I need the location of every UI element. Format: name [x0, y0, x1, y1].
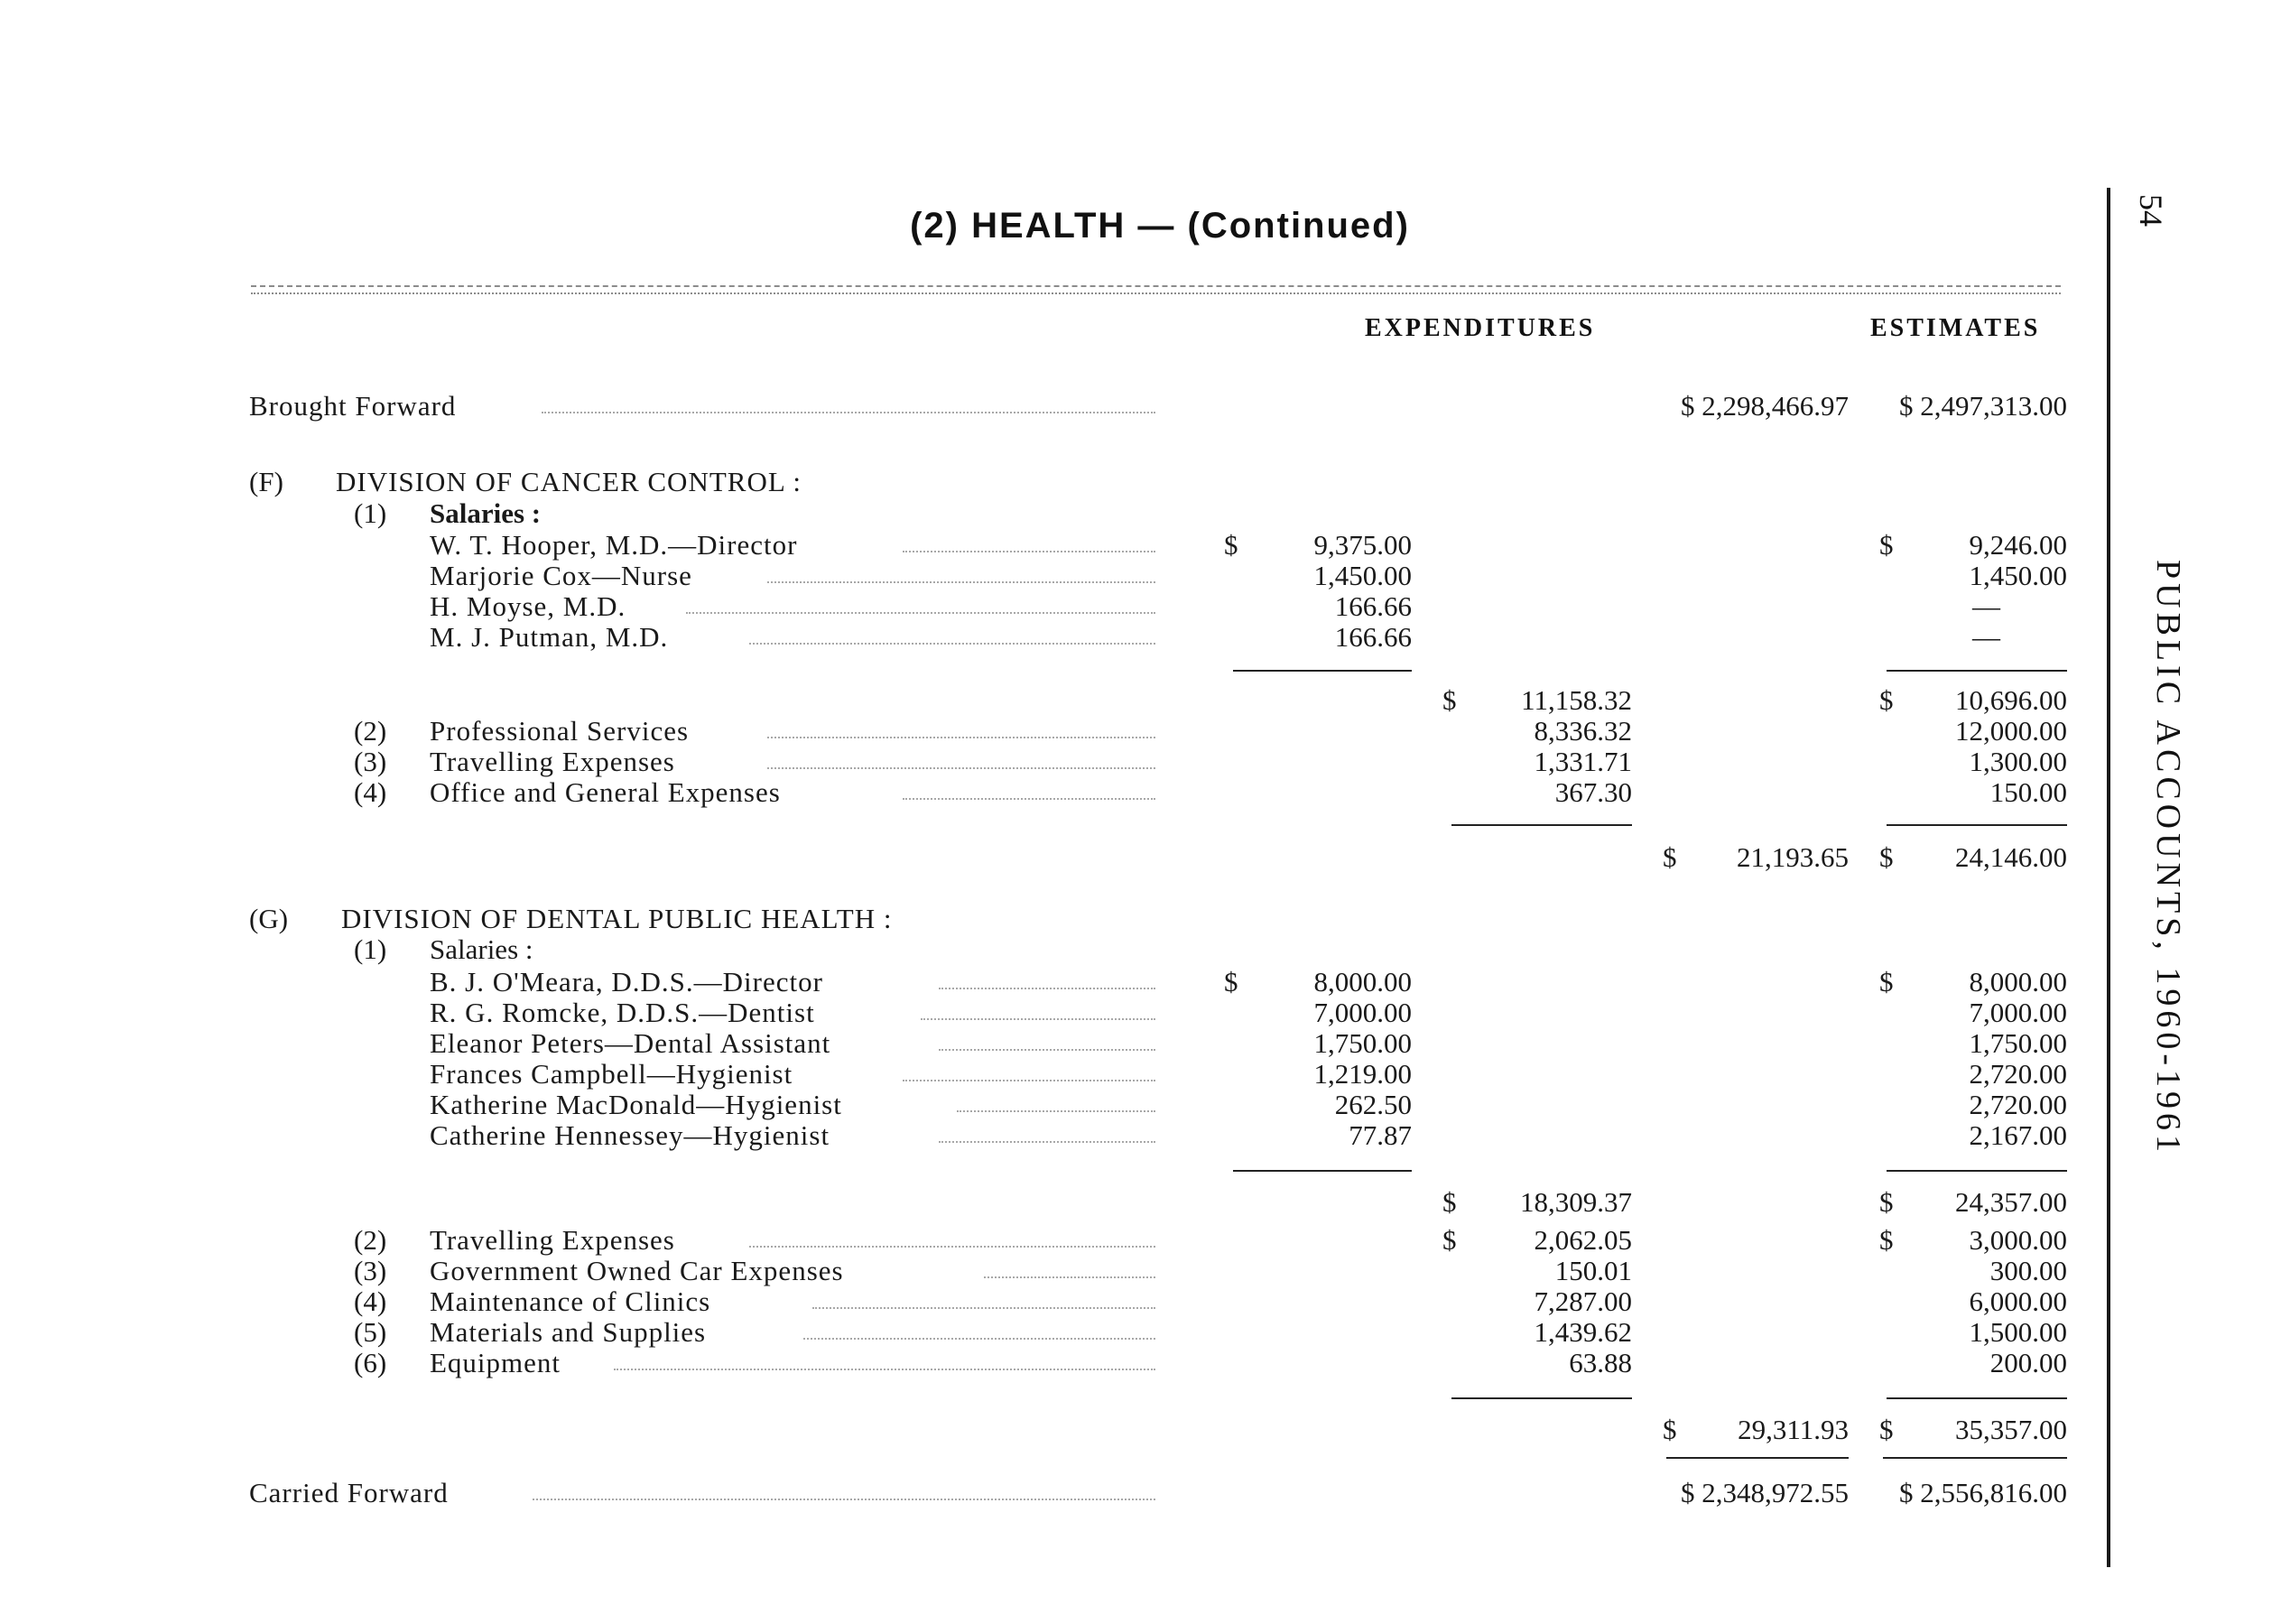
dollar-sign: $: [1442, 684, 1457, 716]
salary-name: R. G. Romcke, D.D.S.—Dentist: [430, 997, 815, 1028]
salaries-heading: [0, 933, 2281, 966]
salary-row: [0, 1119, 2281, 1152]
dot-leader: [542, 412, 1155, 413]
item-estimate: 1,500.00: [1969, 1316, 2067, 1348]
salaries-label: Salaries :: [430, 497, 542, 529]
dot-leader: [803, 1338, 1155, 1340]
dollar-sign: $: [1224, 966, 1238, 998]
dollar-sign: $: [1879, 966, 1894, 998]
item-code: (5): [354, 1316, 387, 1348]
dot-leader: [939, 1049, 1155, 1051]
salary-amount: 77.87: [1349, 1119, 1412, 1151]
item-name: Office and General Expenses: [430, 776, 781, 808]
subtotal-rule: [1233, 670, 1412, 672]
subtotal-rule: [1887, 824, 2067, 826]
item-amount: 63.88: [1569, 1347, 1632, 1378]
carried-forward-row: [0, 1477, 2281, 1509]
item-name: Equipment: [430, 1347, 561, 1378]
item-amount: 150.01: [1554, 1255, 1632, 1286]
item-amount: 1,331.71: [1534, 746, 1632, 777]
salary-amount: 166.66: [1334, 621, 1412, 653]
salary-estimate: 9,246.00: [1969, 529, 2067, 561]
salary-row: [0, 560, 2281, 592]
salary-amount: 1,750.00: [1313, 1027, 1412, 1059]
item-estimate: 3,000.00: [1969, 1224, 2067, 1256]
division-estimate: 24,146.00: [1955, 841, 2067, 873]
salary-estimate: —: [1972, 590, 2000, 622]
side-title: PUBLIC ACCOUNTS, 1960-1961: [2149, 560, 2187, 1156]
expense-row: [0, 715, 2281, 747]
salary-row: [0, 1058, 2281, 1090]
dot-leader: [921, 1018, 1155, 1020]
item-amount: 2,062.05: [1534, 1224, 1632, 1256]
dollar-sign: $: [1442, 1186, 1457, 1218]
estimates-header: ESTIMATES: [1870, 314, 2041, 342]
item-code: (3): [354, 746, 387, 777]
salary-name: Marjorie Cox—Nurse: [430, 560, 692, 591]
division-total-row: [0, 841, 2281, 874]
item-code: (6): [354, 1347, 387, 1378]
dot-leader: [903, 798, 1155, 800]
salary-name: B. J. O'Meara, D.D.S.—Director: [430, 966, 823, 998]
item-estimate: 150.00: [1989, 776, 2067, 808]
item-code: (3): [354, 1255, 387, 1286]
item-name: Materials and Supplies: [430, 1316, 707, 1348]
division-code: (F): [249, 466, 283, 497]
salary-amount: 1,450.00: [1313, 560, 1412, 591]
salary-amount: 1,219.00: [1313, 1058, 1412, 1090]
dot-leader: [903, 551, 1155, 552]
expense-row: [0, 1316, 2281, 1349]
dollar-sign: $: [1879, 1224, 1894, 1256]
item-code: (1): [354, 933, 387, 965]
salary-amount: 9,375.00: [1313, 529, 1412, 561]
item-code: (4): [354, 776, 387, 808]
salary-amount: 7,000.00: [1313, 997, 1412, 1028]
division-heading: [0, 903, 2281, 935]
division-title: DIVISION OF CANCER CONTROL :: [336, 466, 802, 497]
dot-leader: [767, 767, 1155, 769]
expense-row: [0, 1255, 2281, 1287]
salaries-label: Salaries :: [430, 933, 533, 965]
salary-estimate: 1,750.00: [1969, 1027, 2067, 1059]
salary-amount: 8,000.00: [1313, 966, 1412, 998]
salary-name: M. J. Putman, M.D.: [430, 621, 669, 653]
item-estimate: 300.00: [1989, 1255, 2067, 1286]
dot-leader: [767, 581, 1155, 583]
total-rule: [1883, 1457, 2067, 1459]
salary-row: [0, 621, 2281, 654]
header-rule: [251, 285, 2061, 287]
division-title: DIVISION OF DENTAL PUBLIC HEALTH :: [341, 903, 893, 934]
item-estimate: 12,000.00: [1955, 715, 2067, 747]
salary-row: [0, 997, 2281, 1029]
salary-row: [0, 1027, 2281, 1060]
salaries-total-row: [0, 684, 2281, 717]
division-total: 21,193.65: [1737, 841, 1849, 873]
salary-estimate: 2,720.00: [1969, 1089, 2067, 1120]
salaries-estimate: 24,357.00: [1955, 1186, 2067, 1218]
item-name: Travelling Expenses: [430, 1224, 675, 1256]
salary-estimate: 2,167.00: [1969, 1119, 2067, 1151]
dot-leader: [533, 1499, 1155, 1500]
expenditures-header: EXPENDITURES: [1365, 314, 1596, 342]
brought-forward-estimate: $ 2,497,313.00: [1899, 390, 2067, 422]
salaries-heading: [0, 497, 2281, 530]
salary-row: [0, 966, 2281, 998]
expense-row: [0, 746, 2281, 778]
expense-row: [0, 1285, 2281, 1318]
salary-estimate: 2,720.00: [1969, 1058, 2067, 1090]
subtotal-rule: [1887, 1397, 2067, 1399]
salary-name: Katherine MacDonald—Hygienist: [430, 1089, 842, 1120]
item-estimate: 6,000.00: [1969, 1285, 2067, 1317]
salary-estimate: 8,000.00: [1969, 966, 2067, 998]
dollar-sign: $: [1879, 841, 1894, 873]
dot-leader: [749, 1246, 1155, 1248]
division-total-row: [0, 1414, 2281, 1446]
page-number: 54: [2133, 194, 2169, 227]
salary-row: [0, 590, 2281, 623]
item-name: Government Owned Car Expenses: [430, 1255, 844, 1286]
carried-forward-estimate: $ 2,556,816.00: [1899, 1477, 2067, 1508]
subtotal-rule: [1887, 1170, 2067, 1172]
salaries-total: 18,309.37: [1520, 1186, 1632, 1218]
salary-name: W. T. Hooper, M.D.—Director: [430, 529, 798, 561]
salaries-total-row: [0, 1186, 2281, 1219]
dollar-sign: $: [1224, 529, 1238, 561]
dot-leader: [939, 988, 1155, 989]
expense-row: [0, 1224, 2281, 1257]
item-name: Maintenance of Clinics: [430, 1285, 711, 1317]
division-code: (G): [249, 903, 289, 934]
salaries-total: 11,158.32: [1521, 684, 1632, 716]
salary-name: Frances Campbell—Hygienist: [430, 1058, 793, 1090]
dollar-sign: $: [1442, 1224, 1457, 1256]
division-total: 29,311.93: [1738, 1414, 1849, 1445]
subtotal-rule: [1451, 1397, 1632, 1399]
dot-leader: [939, 1141, 1155, 1143]
subtotal-rule: [1887, 670, 2067, 672]
carried-forward-total: $ 2,348,972.55: [1681, 1477, 1849, 1508]
dollar-sign: $: [1663, 841, 1677, 873]
item-name: Professional Services: [430, 715, 690, 747]
subtotal-rule: [1451, 824, 1632, 826]
dollar-sign: $: [1663, 1414, 1677, 1445]
dollar-sign: $: [1879, 529, 1894, 561]
dollar-sign: $: [1879, 1414, 1894, 1445]
dot-leader: [903, 1080, 1155, 1081]
header-rule: [251, 292, 2061, 294]
salary-estimate: —: [1972, 621, 2000, 653]
item-amount: 367.30: [1554, 776, 1632, 808]
dot-leader: [984, 1276, 1155, 1278]
item-code: (2): [354, 715, 387, 747]
salary-name: Eleanor Peters—Dental Assistant: [430, 1027, 831, 1059]
salary-estimate: 1,450.00: [1969, 560, 2067, 591]
dot-leader: [614, 1369, 1155, 1370]
item-code: (1): [354, 497, 387, 529]
salary-row: [0, 1089, 2281, 1121]
item-amount: 8,336.32: [1534, 715, 1632, 747]
dot-leader: [767, 737, 1155, 738]
item-amount: 1,439.62: [1534, 1316, 1632, 1348]
total-rule: [1666, 1457, 1849, 1459]
item-amount: 7,287.00: [1534, 1285, 1632, 1317]
dot-leader: [957, 1110, 1155, 1112]
item-estimate: 200.00: [1989, 1347, 2067, 1378]
brought-forward-total: $ 2,298,466.97: [1681, 390, 1849, 422]
dot-leader: [812, 1307, 1155, 1309]
brought-forward-row: [0, 390, 2281, 422]
division-heading: [0, 466, 2281, 498]
carried-forward-label: Carried Forward: [249, 1477, 449, 1508]
salary-name: Catherine Hennessey—Hygienist: [430, 1119, 830, 1151]
item-code: (2): [354, 1224, 387, 1256]
item-name: Travelling Expenses: [430, 746, 675, 777]
dot-leader: [749, 643, 1155, 645]
salary-amount: 262.50: [1334, 1089, 1412, 1120]
page-title: (2) HEALTH — (Continued): [910, 206, 1410, 246]
salary-amount: 166.66: [1334, 590, 1412, 622]
subtotal-rule: [1233, 1170, 1412, 1172]
salary-estimate: 7,000.00: [1969, 997, 2067, 1028]
dollar-sign: $: [1879, 1186, 1894, 1218]
dot-leader: [686, 612, 1155, 614]
salary-row: [0, 529, 2281, 561]
item-estimate: 1,300.00: [1969, 746, 2067, 777]
salaries-estimate: 10,696.00: [1955, 684, 2067, 716]
dollar-sign: $: [1879, 684, 1894, 716]
division-estimate: 35,357.00: [1955, 1414, 2067, 1445]
brought-forward-label: Brought Forward: [249, 390, 457, 422]
expense-row: [0, 1347, 2281, 1379]
item-code: (4): [354, 1285, 387, 1317]
salary-name: H. Moyse, M.D.: [430, 590, 626, 622]
expense-row: [0, 776, 2281, 809]
